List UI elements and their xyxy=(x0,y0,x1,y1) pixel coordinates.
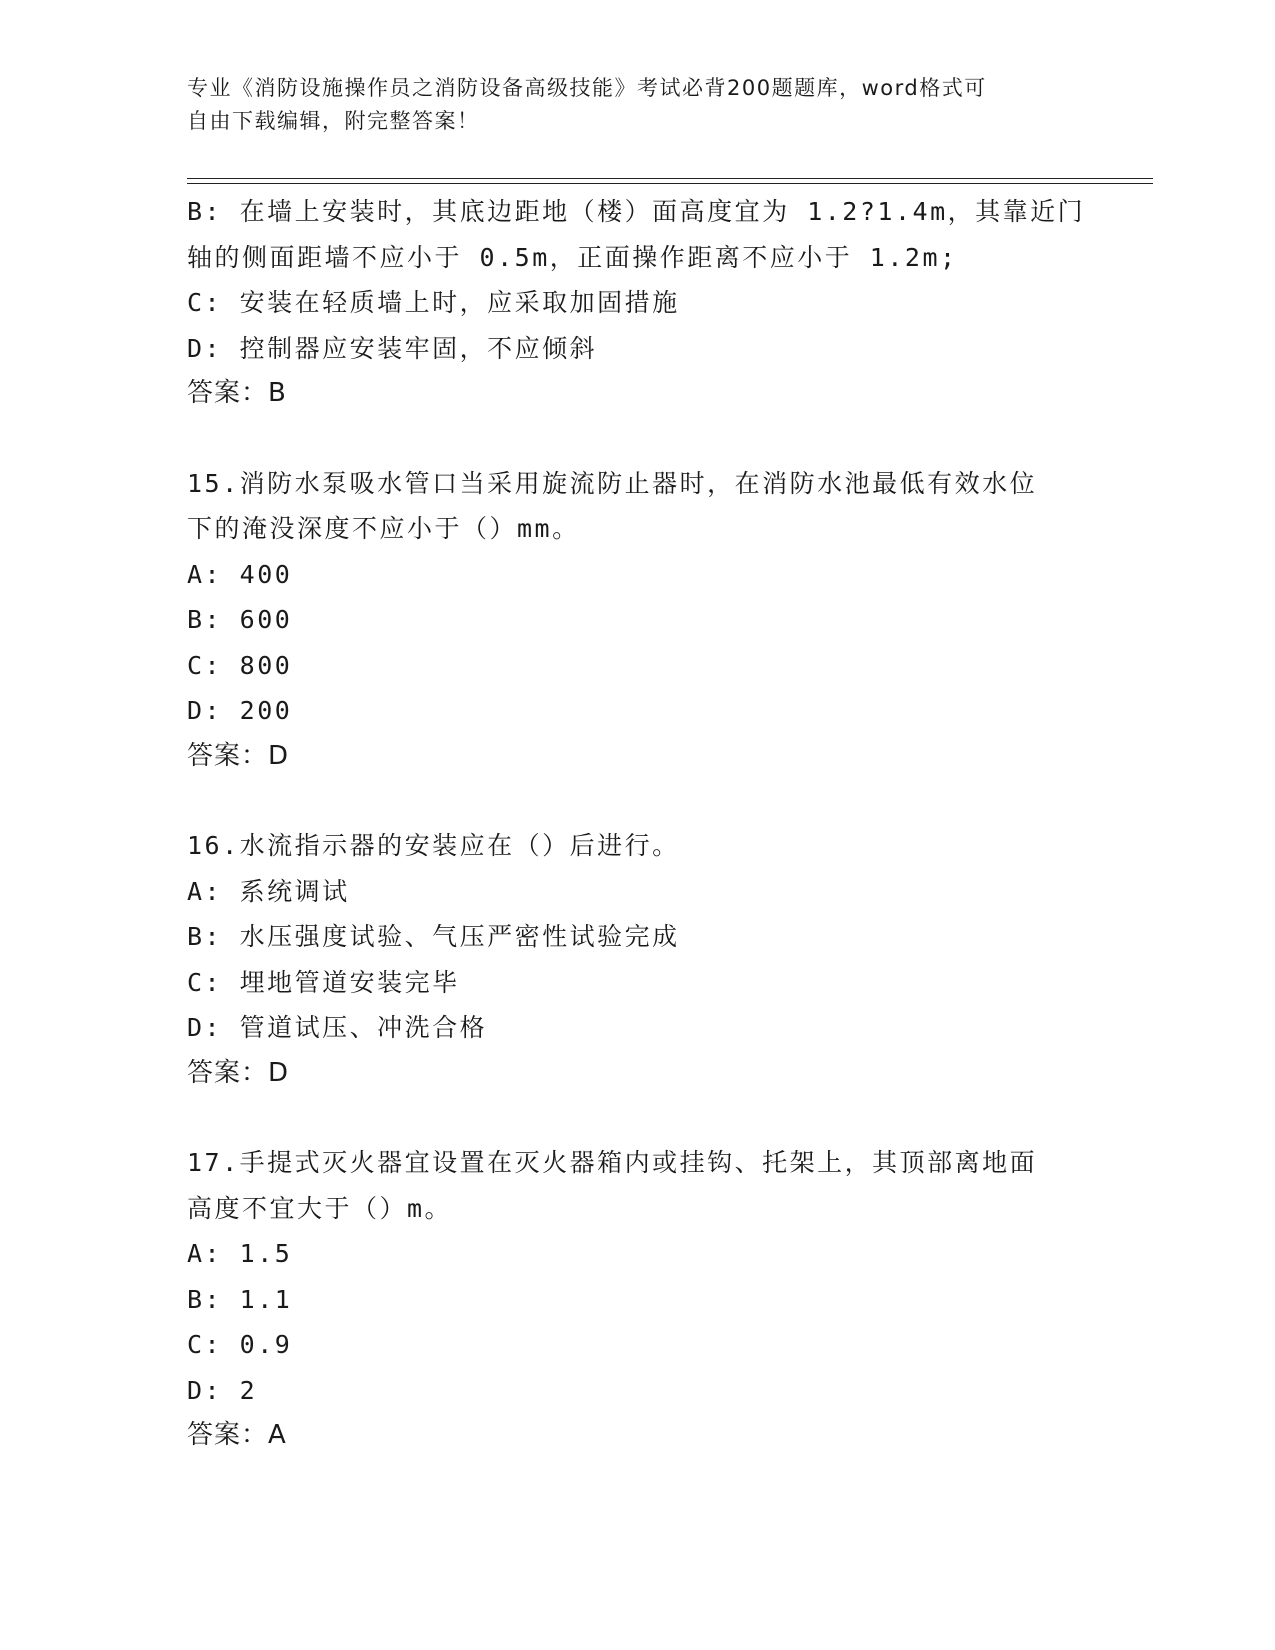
question-stem: 15.消防水泵吸水管口当采用旋流防止器时，在消防水池最低有效水位 xyxy=(187,468,1038,498)
option-c: C: 埋地管道安装完毕 xyxy=(187,967,460,997)
option-c: C: 安装在轻质墙上时，应采取加固措施 xyxy=(187,288,680,317)
option-b: B: 在墙上安装时，其底边距地（楼）面高度宜为 1.2?1.4m，其靠近门 xyxy=(187,197,1086,226)
option-c: C: 800 xyxy=(187,650,293,680)
header-title-line2: 自由下载编辑，附完整答案！ xyxy=(187,109,480,133)
header-title-line1: 专业《消防设施操作员之消防设备高级技能》考试必背200题题库，word格式可 xyxy=(187,76,987,100)
question-block-15 xyxy=(187,461,1087,780)
question-block-17 xyxy=(187,1140,1087,1459)
answer-line: 答案：D xyxy=(187,1057,290,1088)
question-list xyxy=(187,189,1087,1459)
header-divider-bottom xyxy=(187,183,1153,184)
question-block-14-continued xyxy=(187,189,1087,417)
option-d: D: 200 xyxy=(187,696,293,725)
option-a: A: 400 xyxy=(187,559,293,589)
option-b: B: 1.1 xyxy=(187,1284,293,1314)
option-d: D: 控制器应安装牢固，不应倾斜 xyxy=(187,333,598,363)
question-stem-continued: 下的淹没深度不应小于（）mm。 xyxy=(187,514,580,543)
spacer xyxy=(187,417,1087,461)
answer-line: 答案：A xyxy=(187,1420,287,1450)
option-d: D: 管道试压、冲洗合格 xyxy=(187,1013,488,1042)
answer-line: 答案：D xyxy=(187,740,290,771)
option-b: B: 600 xyxy=(187,605,293,634)
question-stem: 16.水流指示器的安装应在（）后进行。 xyxy=(187,831,680,860)
option-a: A: 系统调试 xyxy=(187,876,350,906)
question-block-16 xyxy=(187,823,1087,1096)
option-b: B: 水压强度试验、气压严密性试验完成 xyxy=(187,922,680,951)
spacer xyxy=(187,779,1087,823)
option-a: A: 1.5 xyxy=(187,1239,293,1268)
document-header xyxy=(187,72,1067,138)
answer-line: 答案：B xyxy=(187,378,287,408)
option-d: D: 2 xyxy=(187,1375,258,1405)
option-b-continued: 轴的侧面距墙不应小于 0.5m，正面操作距离不应小于 1.2m; xyxy=(187,242,958,272)
question-stem-continued: 高度不宜大于（）m。 xyxy=(187,1193,453,1223)
option-c: C: 0.9 xyxy=(187,1330,293,1359)
header-divider-top xyxy=(187,178,1153,179)
spacer xyxy=(187,1096,1087,1140)
question-stem: 17.手提式灭火器宜设置在灭火器箱内或挂钩、托架上，其顶部离地面 xyxy=(187,1148,1038,1177)
